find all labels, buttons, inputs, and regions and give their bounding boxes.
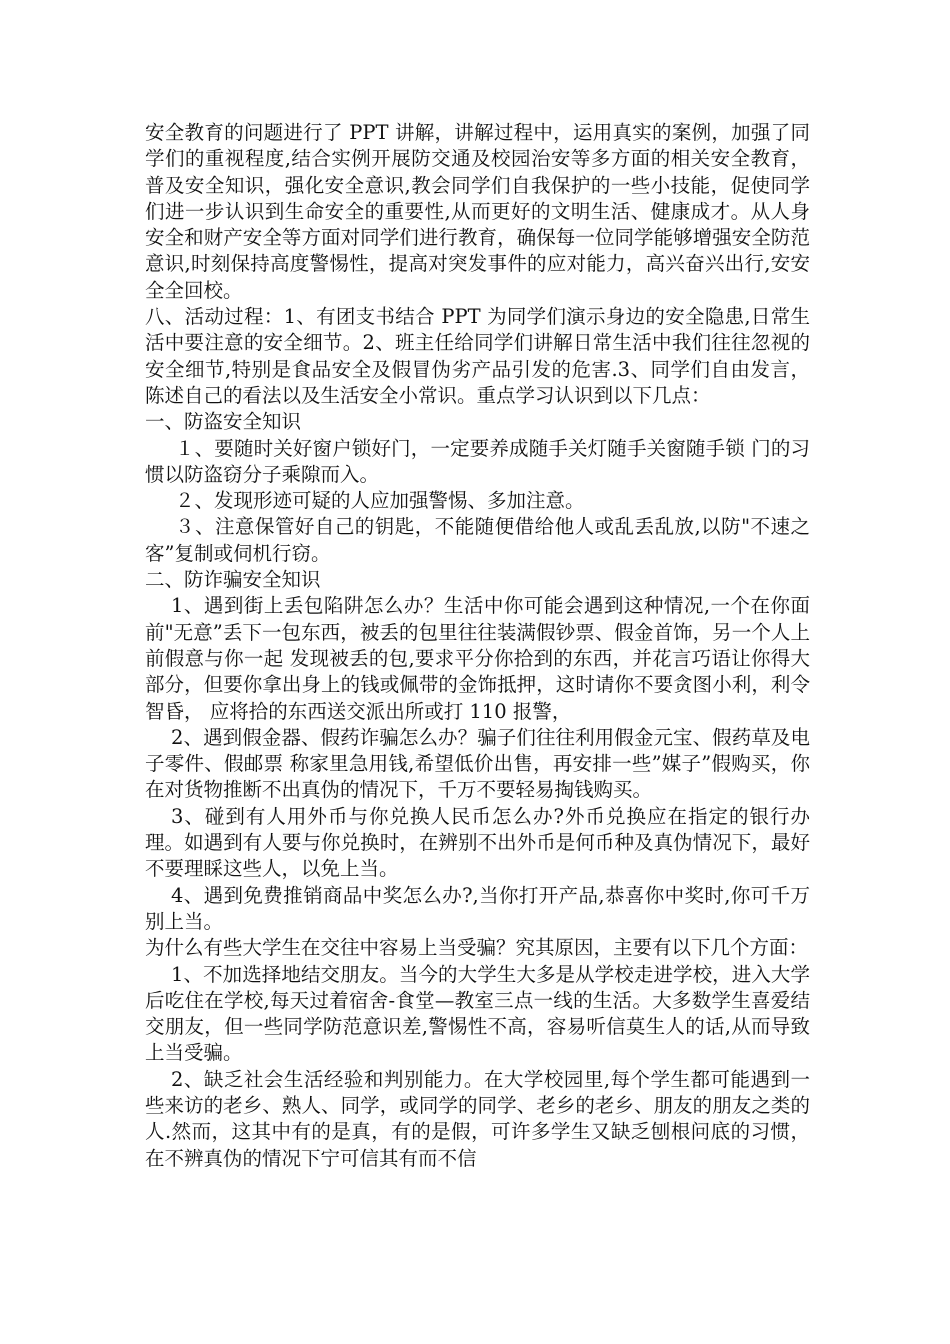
- paragraph-fraud-3: 3、碰到有人用外币与你兑换人民币怎么办?外币兑换应在指定的银行办理。如遇到有人要与你兑换时，在辨别不出外币是何币种及真伪情况下，最好不要理睬这些人，以免上当。: [145, 804, 810, 881]
- paragraph-fraud-4: 4、遇到免费推销商品中奖怎么办?,当你打开产品,恭喜你中奖时,你可千万别上当。: [145, 883, 810, 933]
- paragraph-theft-3: ３、注意保管好自己的钥匙，不能随便借给他人或乱丢乱放,以防"不速之客”复制或伺机行窃。: [145, 515, 810, 565]
- paragraph-reason-2: 2、缺乏社会生活经验和判别能力。在大学校园里,每个学生都可能遇到一些来访的老乡、熟人、同学，或同学的同学、老乡的老乡、朋友的朋友之类的人.然而，这其中有的是真，有的是假，可许多学生又缺乏刨根问底的习惯，在不辨真伪的情况下宁可信其有而不信: [145, 1067, 810, 1170]
- section-heading-theft: 一、防盗安全知识: [145, 410, 302, 434]
- section-heading-fraud: 二、防诈骗安全知识: [145, 568, 321, 592]
- paragraph-activity-process: 八、活动过程：1、有团支书结合 PPT 为同学们演示身边的安全隐患,日常生活中要注意的安全细节。2、班主任给同学们讲解日常生活中我们往往忽视的安全细节,特别是食品安全及假冒伪劣产品引发的危害.3、同学们自由发言，陈述自己的看法以及生活安全小常识。重点学习认识到以下几点：: [145, 305, 810, 407]
- paragraph-theft-2: ２、发现形迹可疑的人应加强警惕、多加注意。: [175, 489, 585, 513]
- paragraph-reason-1: 1、不加选择地结交朋友。当今的大学生大多是从学校走进学校，进入大学后吃住在学校,每天过着宿舍-食堂—教室三点一线的生活。大多数学生喜爱结交朋友，但一些同学防范意识差,警惕性不高，容易听信莫生人的话,从而导致上当受骗。: [145, 962, 810, 1065]
- paragraph-fraud-1: 1、遇到街上丢包陷阱怎么办？生活中你可能会遇到这种情况,一个在你面前"无意”丢下一包东西，被丢的包里往往装满假钞票、假金首饰，另一个人上前假意与你一起 发现被丢的包,要求平分你拾到的东西，并花言巧语让你得大部分，但要你拿出身上的钱或佩带的金饰抵押，这时请你不要贪图小利，利令智昏， 应将拾的东西送交派出所或打 110 报警，: [145, 594, 810, 723]
- paragraph-question: 为什么有些大学生在交往中容易上当受骗？究其原因，主要有以下几个方面：: [145, 936, 809, 960]
- paragraph-intro: 安全教育的问题进行了 PPT 讲解，讲解过程中，运用真实的案例，加强了同学们的重视程度,结合实例开展防交通及校园治安等多方面的相关安全教育，普及安全知识，强化安全意识,教会同学们自我保护的一些小技能，促使同学们进一步认识到生命安全的重要性,从而更好的文明生活、健康成才。从人身安全和财产安全等方面对同学们进行教育，确保每一位同学能够增强安全防范意识,时刻保持高度警惕性，提高对突发事件的应对能力，高兴奋兴出行,安安全全回校。: [145, 121, 810, 302]
- paragraph-fraud-2: 2、遇到假金器、假药诈骗怎么办？骗子们往往利用假金元宝、假药草及电子零件、假邮票 称家里急用钱,希望低价出售，再安排一些”媒子”假购买，你在对货物推断不出真伪的情况下，千万不要轻易掏钱购买。: [145, 725, 810, 802]
- paragraph-theft-1: １、要随时关好窗户锁好门，一定要养成随手关灯随手关窗随手锁 门的习惯以防盗窃分子乘隙而入。: [145, 436, 810, 486]
- document-body: [145, 120, 810, 1172]
